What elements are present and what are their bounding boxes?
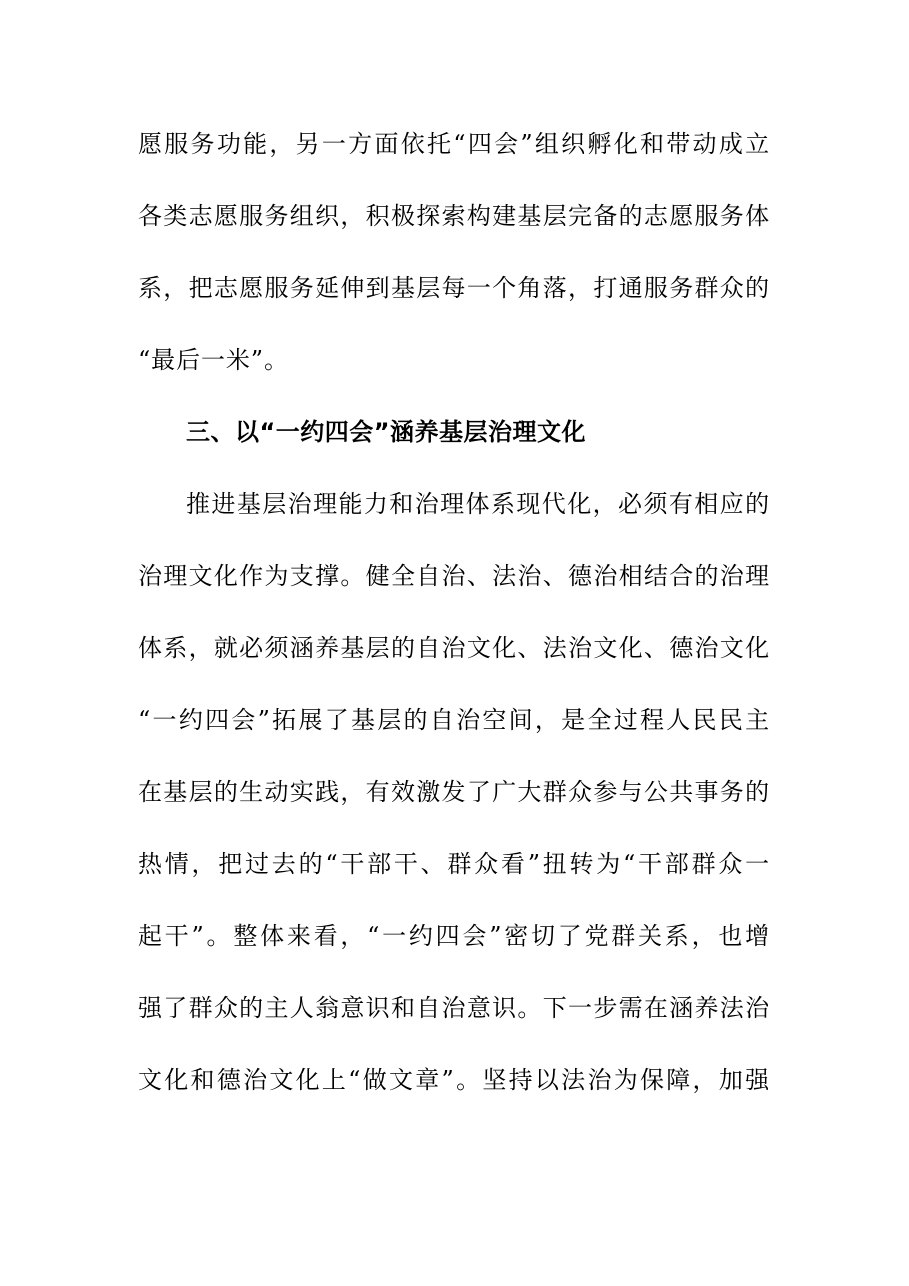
paragraph-line: “一约四会”拓展了基层的自治空间，是全过程人民民主 bbox=[138, 706, 770, 734]
paragraph-line: 在基层的生动实践，有效激发了广大群众参与公共事务的 bbox=[138, 778, 770, 806]
paragraph-line: 愿服务功能，另一方面依托“四会”组织孵化和带动成立 bbox=[138, 130, 770, 158]
paragraph-line: 起干”。整体来看，“一约四会”密切了党群关系，也增 bbox=[138, 922, 770, 950]
paragraph-line: 各类志愿服务组织，积极探索构建基层完备的志愿服务体 bbox=[138, 202, 770, 230]
paragraph-line: 治理文化作为支撑。健全自治、法治、德治相结合的治理 bbox=[138, 562, 770, 590]
section-heading: 三、以“一约四会”涵养基层治理文化 bbox=[186, 418, 587, 446]
paragraph-line: “最后一米”。 bbox=[138, 346, 289, 374]
paragraph-line: 推进基层治理能力和治理体系现代化，必须有相应的 bbox=[186, 490, 770, 518]
paragraph-line: 热情，把过去的“干部干、群众看”扭转为“干部群众一 bbox=[138, 850, 770, 878]
paragraph-line: 文化和德治文化上“做文章”。坚持以法治为保障，加强 bbox=[138, 1066, 770, 1094]
paragraph-line: 系，把志愿服务延伸到基层每一个角落，打通服务群众的 bbox=[138, 274, 770, 302]
paragraph-line: 体系，就必须涵养基层的自治文化、法治文化、德治文化 bbox=[138, 634, 770, 662]
paragraph-line: 强了群众的主人翁意识和自治意识。下一步需在涵养法治 bbox=[138, 994, 770, 1022]
